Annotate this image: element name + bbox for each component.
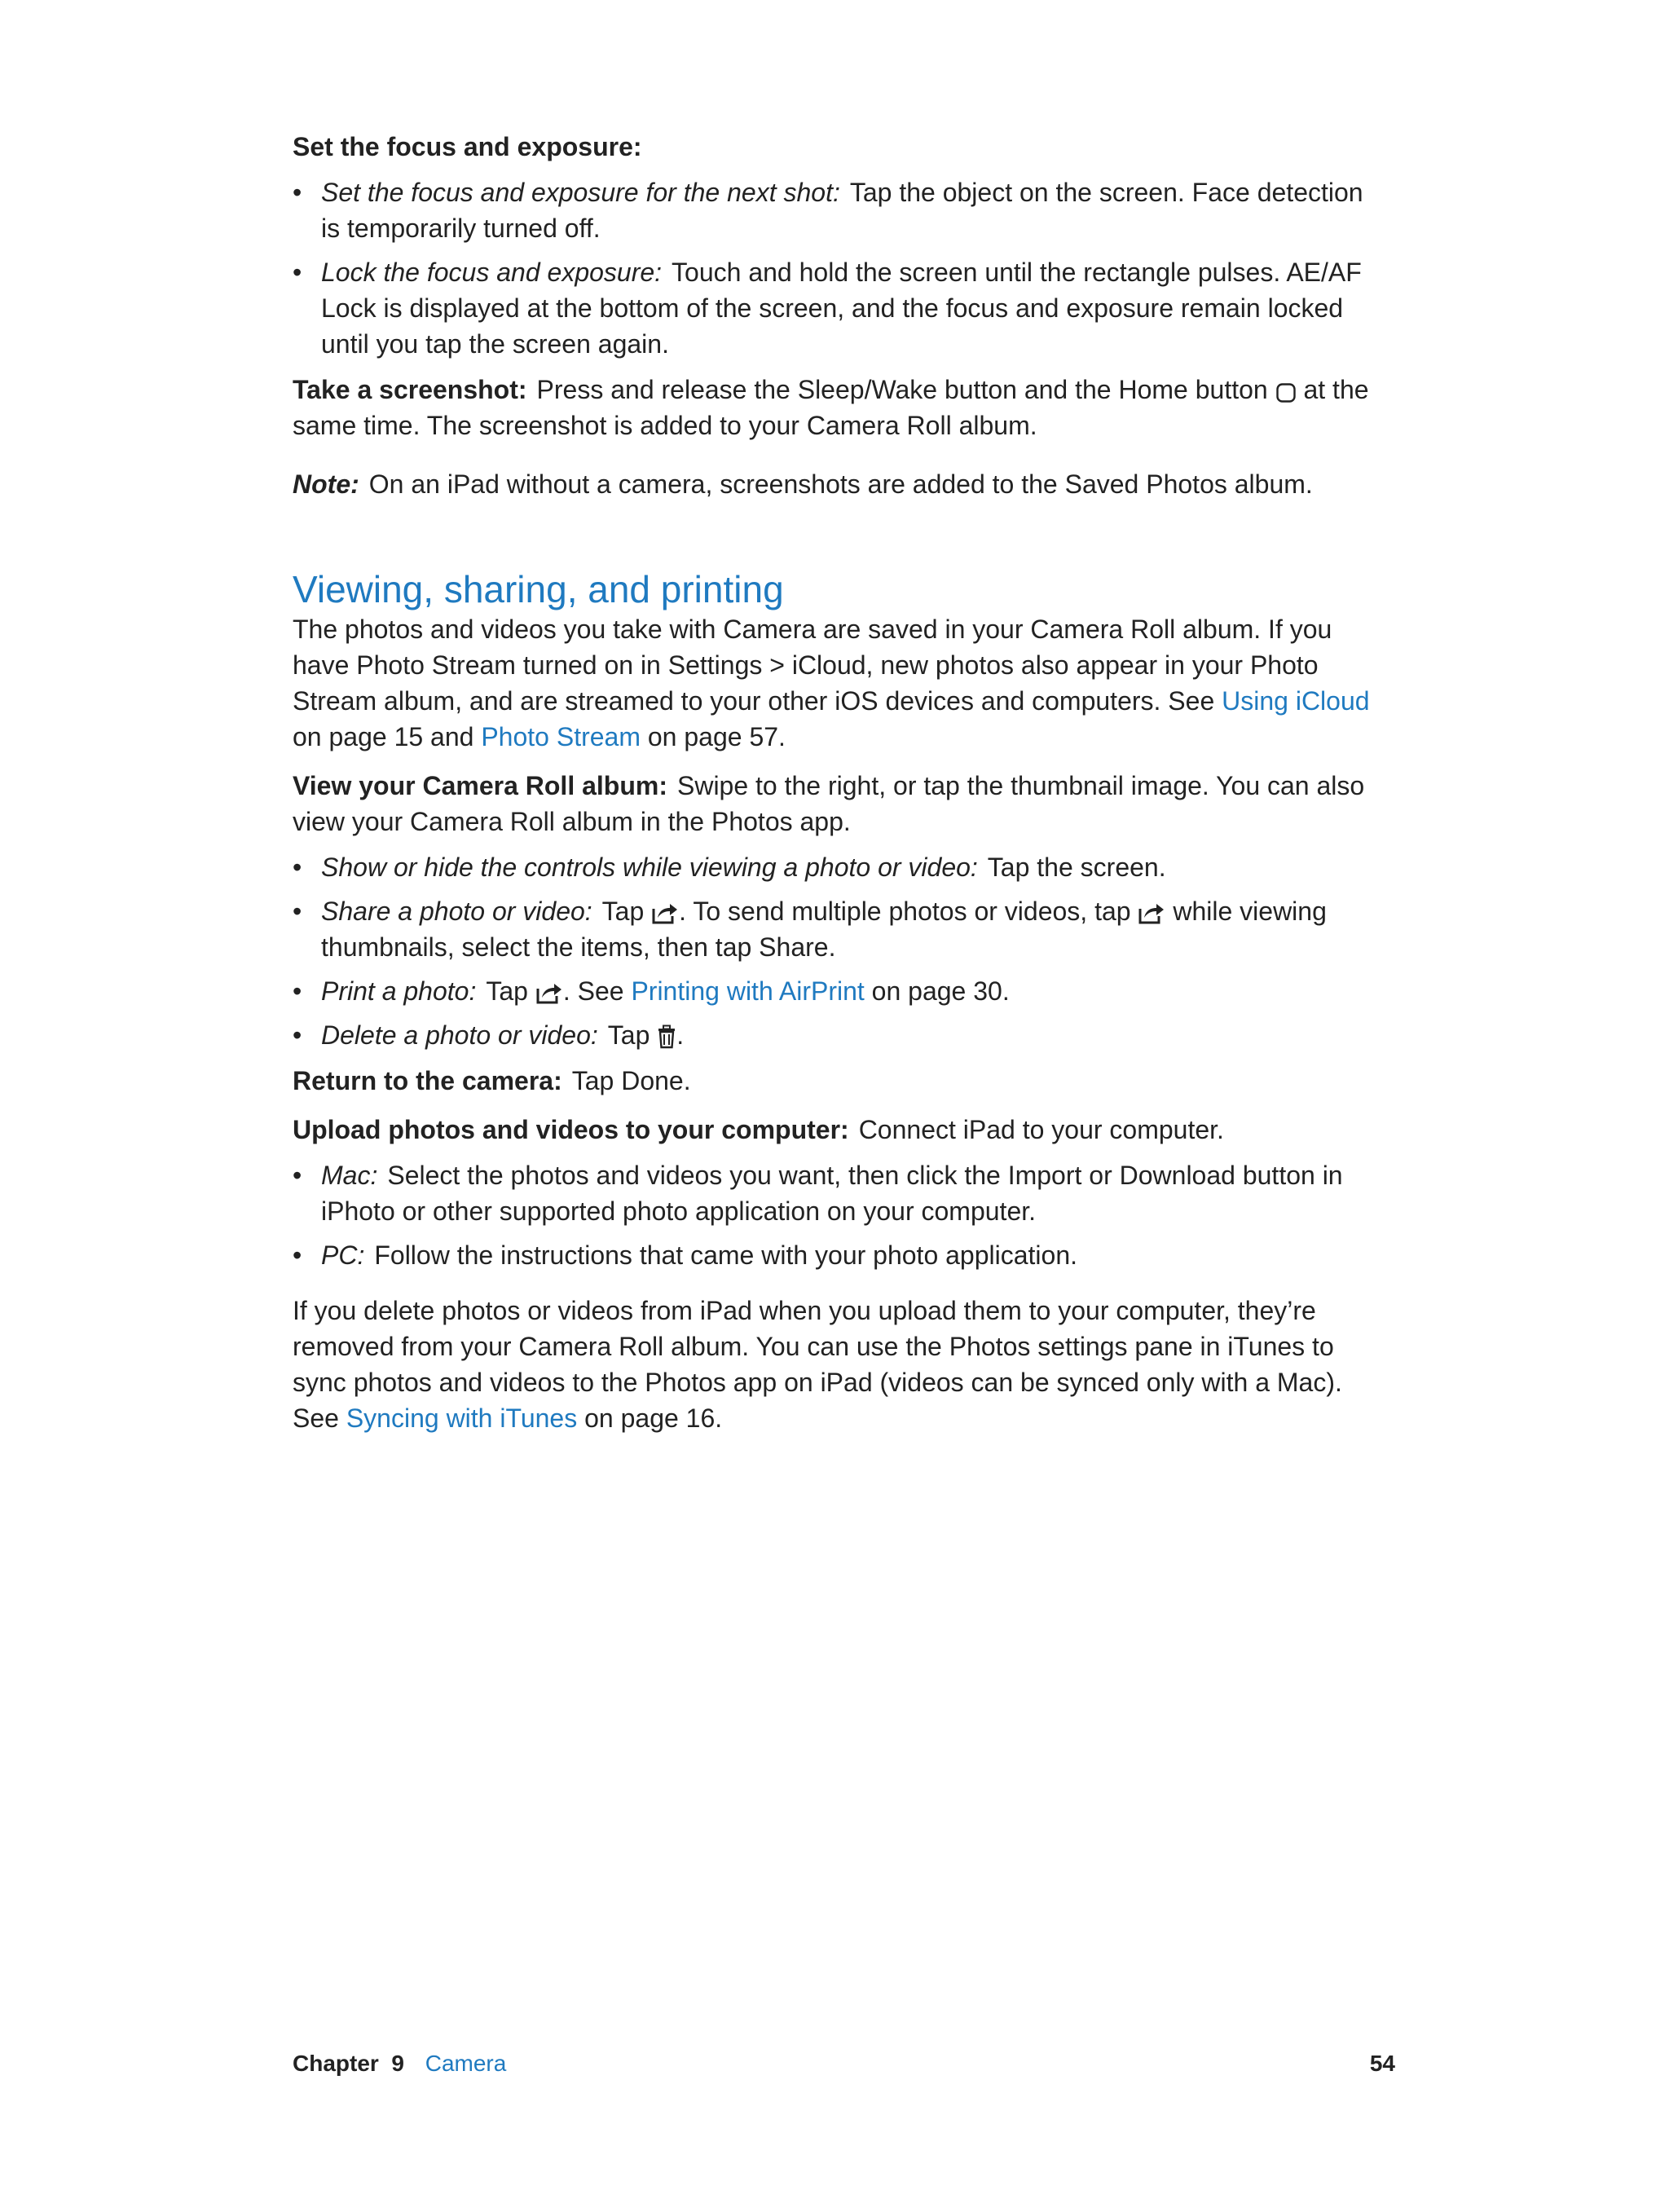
closing-text: If you delete photos or videos from iPad when you upload them to your computer, they’re removed from your Camera Roll album. You can use the Photos settings pane in iTunes to sync photos and videos to the Photos app on iPad (videos can be synced only with a Mac). See	[293, 1296, 1342, 1433]
list-item-label: Set the focus and exposure for the next shot:	[321, 178, 840, 207]
list-item	[293, 254, 1385, 362]
home-button-icon	[1275, 382, 1297, 403]
bullet: •	[293, 976, 302, 1006]
share-icon[interactable]	[1138, 901, 1165, 925]
list-item-text: .	[676, 1020, 685, 1050]
bullet: •	[293, 1161, 302, 1190]
section-intro	[293, 611, 1385, 755]
view-roll-label: View your Camera Roll album:	[293, 771, 667, 800]
list-item-label: Share a photo or video:	[321, 897, 592, 926]
note-text: On an iPad without a camera, screenshots are added to the Saved Photos album.	[368, 469, 1313, 499]
upload-label: Upload photos and videos to your computer:	[293, 1115, 849, 1144]
page-number: 54	[1369, 2051, 1395, 2076]
list-item-text: while viewing thumbnails, select the items, then tap Share.	[321, 897, 1327, 962]
bullet: •	[293, 897, 302, 926]
list-item-text: Tap the screen.	[987, 853, 1166, 882]
share-icon[interactable]	[651, 901, 679, 925]
list-item-text: Select the photos and videos you want, then click the Import or Download button in iPhoto or other supported photo application on your computer.	[321, 1161, 1343, 1226]
note-paragraph	[293, 466, 1385, 502]
screenshot-label: Take a screenshot:	[293, 375, 527, 404]
view-roll-text: Swipe to the right, or tap the thumbnail image. You can also view your Camera Roll album in the Photos app.	[293, 771, 1365, 836]
closing-paragraph	[293, 1293, 1385, 1436]
screenshot-text-before: Press and release the Sleep/Wake button and the Home button	[536, 375, 1268, 404]
intro-text: on page 57.	[647, 722, 786, 751]
bullet: •	[293, 1020, 302, 1050]
bullet: •	[293, 178, 302, 207]
screenshot-text-after: at the same time. The screenshot is added to your Camera Roll album.	[293, 375, 1369, 440]
viewing-section	[293, 567, 1385, 1436]
list-item-label: Delete a photo or video:	[321, 1020, 598, 1050]
list-item-text: Follow the instructions that came with your photo application.	[374, 1240, 1078, 1270]
link-using-icloud[interactable]: Using iCloud	[1222, 686, 1370, 716]
list-item-text: on page 30.	[871, 976, 1010, 1006]
intro-text: on page 15 and	[293, 722, 474, 751]
bullet: •	[293, 853, 302, 882]
page-footer	[293, 2049, 1395, 2078]
link-syncing-with-itunes[interactable]: Syncing with iTunes	[346, 1403, 578, 1433]
closing-text: on page 16.	[584, 1403, 723, 1433]
link-printing-with-airprint[interactable]: Printing with AirPrint	[631, 976, 865, 1006]
list-item-text: . To send multiple photos or videos, tap	[679, 897, 1131, 926]
return-camera-label: Return to the camera:	[293, 1066, 562, 1095]
list-item	[293, 973, 1385, 1009]
chapter-name-link[interactable]: Camera	[425, 2051, 507, 2076]
bullet: •	[293, 258, 302, 287]
list-item	[293, 1157, 1385, 1229]
view-roll-paragraph	[293, 768, 1385, 839]
upload-text: Connect iPad to your computer.	[858, 1115, 1224, 1144]
chapter-label: Chapter 9	[293, 2051, 404, 2076]
return-camera-text: Tap Done.	[571, 1066, 691, 1095]
list-item	[293, 893, 1385, 965]
list-item-text: Tap	[601, 897, 645, 926]
bullet: •	[293, 1240, 302, 1270]
list-item-label: Show or hide the controls while viewing a photo or video:	[321, 853, 978, 882]
return-camera-paragraph	[293, 1063, 1385, 1099]
list-item-text: Tap the object on the screen. Face detection is temporarily turned off.	[321, 178, 1363, 243]
list-item	[293, 1017, 1385, 1053]
list-item	[293, 849, 1385, 885]
list-item-text: Tap	[486, 976, 528, 1006]
link-photo-stream[interactable]: Photo Stream	[481, 722, 641, 751]
list-item-label: PC:	[321, 1240, 365, 1270]
upload-paragraph	[293, 1112, 1385, 1148]
list-item-label: Mac:	[321, 1161, 378, 1190]
note-label: Note:	[293, 469, 359, 499]
list-item	[293, 1237, 1385, 1273]
focus-heading: Set the focus and exposure:	[293, 132, 642, 161]
share-icon[interactable]	[535, 980, 563, 1005]
list-item-label: Lock the focus and exposure:	[321, 258, 663, 287]
list-item-label: Print a photo:	[321, 976, 477, 1006]
list-item-text: Touch and hold the screen until the rectangle pulses. AE/AF Lock is displayed at the bottom of the screen, and the focus and exposure remain locked until you tap the screen again.	[321, 258, 1362, 359]
focus-section	[293, 129, 1385, 502]
list-item-text: . See	[562, 976, 624, 1006]
intro-text: The photos and videos you take with Camera are saved in your Camera Roll album. If you have Photo Stream turned on in Settings > iCloud, new photos also appear in your Photo Stream album, and are streamed to your other iOS devices and computers. See	[293, 615, 1332, 716]
list-item-text: Tap	[607, 1020, 650, 1050]
screenshot-paragraph	[293, 372, 1385, 443]
section-title: Viewing, sharing, and printing	[293, 568, 784, 610]
list-item	[293, 174, 1385, 246]
trash-icon[interactable]	[657, 1024, 676, 1049]
